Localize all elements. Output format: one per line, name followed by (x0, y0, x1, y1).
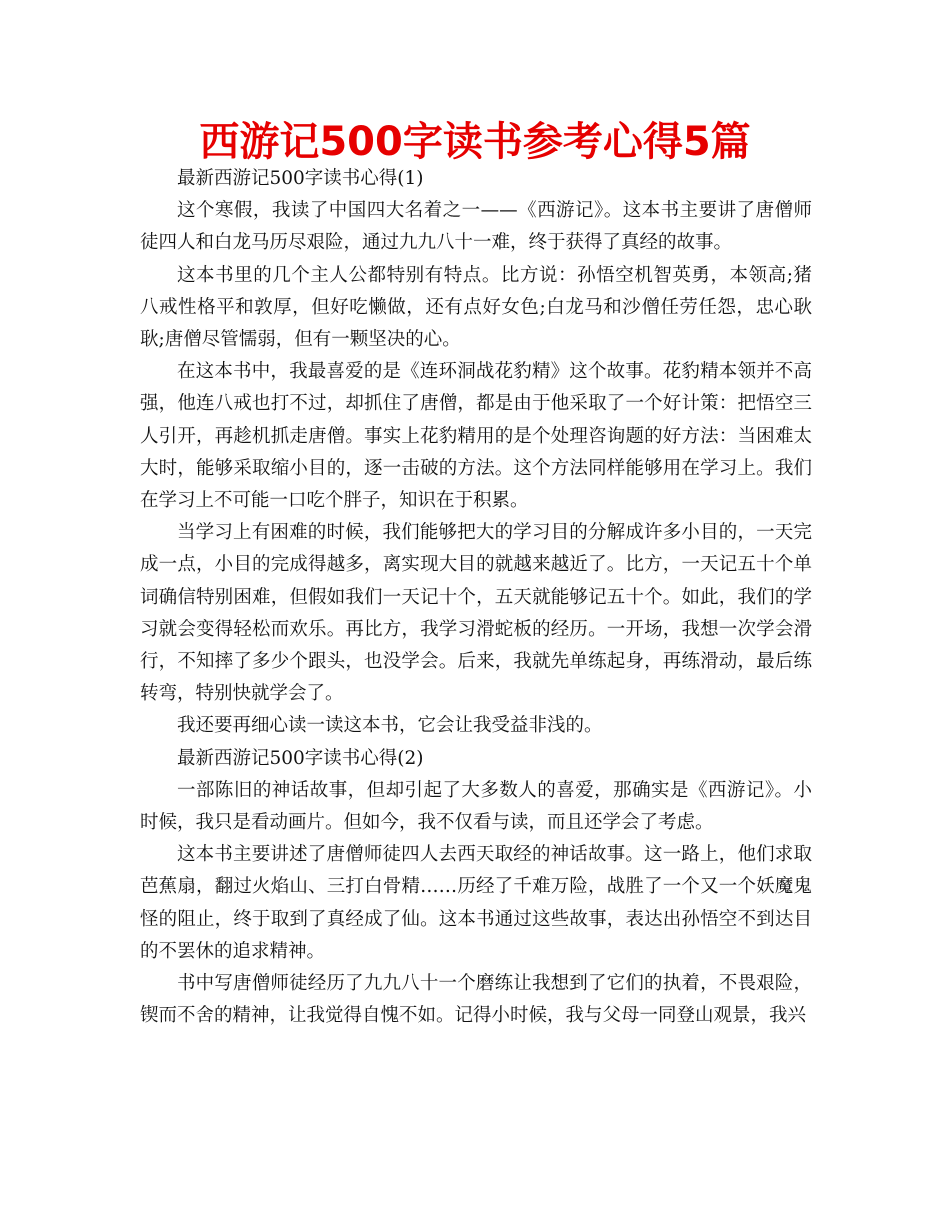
paragraph: 书中写唐僧师徒经历了九九八十一个磨练让我想到了它们的执着，不畏艰险，锲而不舍的精神，让我觉得自愧不如。记得小时候，我与父母一同登山观景，我兴 (140, 973, 812, 1027)
paragraph: 这本书里的几个主人公都特别有特点。比方说：孙悟空机智英勇，本领高;猪八戒性格平和敦厚，但好吃懒做，还有点好女色;白龙马和沙僧任劳任怨，忠心耿耿;唐僧尽管懦弱，但有一颗坚决的心。 (140, 264, 812, 351)
paragraph: 当学习上有困难的时候，我们能够把大的学习目的分解成许多小目的，一天完成一点，小目的完成得越多，离实现大目的就越来越近了。比方，一天记五十个单词确信特别困难，但假如我们一天记十个，五天就能够记五十个。如此，我们的学习就会变得轻松而欢乐。再比方，我学习滑蛇板的经历。一开场，我想一次学会滑行，不知摔了多少个跟头，也没学会。后来，我就先单练起身，再练滑动，最后练转弯，特别快就学会了。 (140, 522, 812, 705)
paragraph: 在这本书中，我最喜爱的是《连环洞战花豹精》这个故事。花豹精本领并不高强，他连八戒也打不过，却抓住了唐僧，都是由于他采取了一个好计策：把悟空三人引开，再趁机抓走唐僧。事实上花豹精用的是个处理咨询题的好方法：当困难太大时，能够采取缩小目的，逐一击破的方法。这个方法同样能够用在学习上。我们在学习上不可能一口吃个胖子，知识在于积累。 (140, 361, 812, 512)
paragraph: 这个寒假，我读了中国四大名着之一——《西游记》。这本书主要讲了唐僧师徒四人和白龙马历尽艰险，通过九九八十一难，终于获得了真经的故事。 (140, 200, 812, 254)
paragraph: 这本书主要讲述了唐僧师徒四人去西天取经的神话故事。这一路上，他们求取芭蕉扇，翻过火焰山、三打白骨精……历经了千难万险，战胜了一个又一个妖魔鬼怪的阻止，终于取到了真经成了仙。这本书通过这些故事，表达出孙悟空不到达目的不罢休的追求精神。 (140, 844, 812, 962)
paragraph: 一部陈旧的神话故事，但却引起了大多数人的喜爱，那确实是《西游记》。小时候，我只是看动画片。但如今，我不仅看与读，而且还学会了考虑。 (140, 779, 812, 834)
document-body (140, 163, 812, 1032)
paragraph: 我还要再细心读一读这本书，它会让我受益非浅的。 (177, 715, 603, 737)
document-title: 西游记500字读书参考心得5篇 (199, 119, 751, 165)
section-heading-2: 最新西游记500字读书心得(2) (177, 747, 424, 769)
section-heading-1: 最新西游记500字读书心得(1) (177, 168, 424, 189)
